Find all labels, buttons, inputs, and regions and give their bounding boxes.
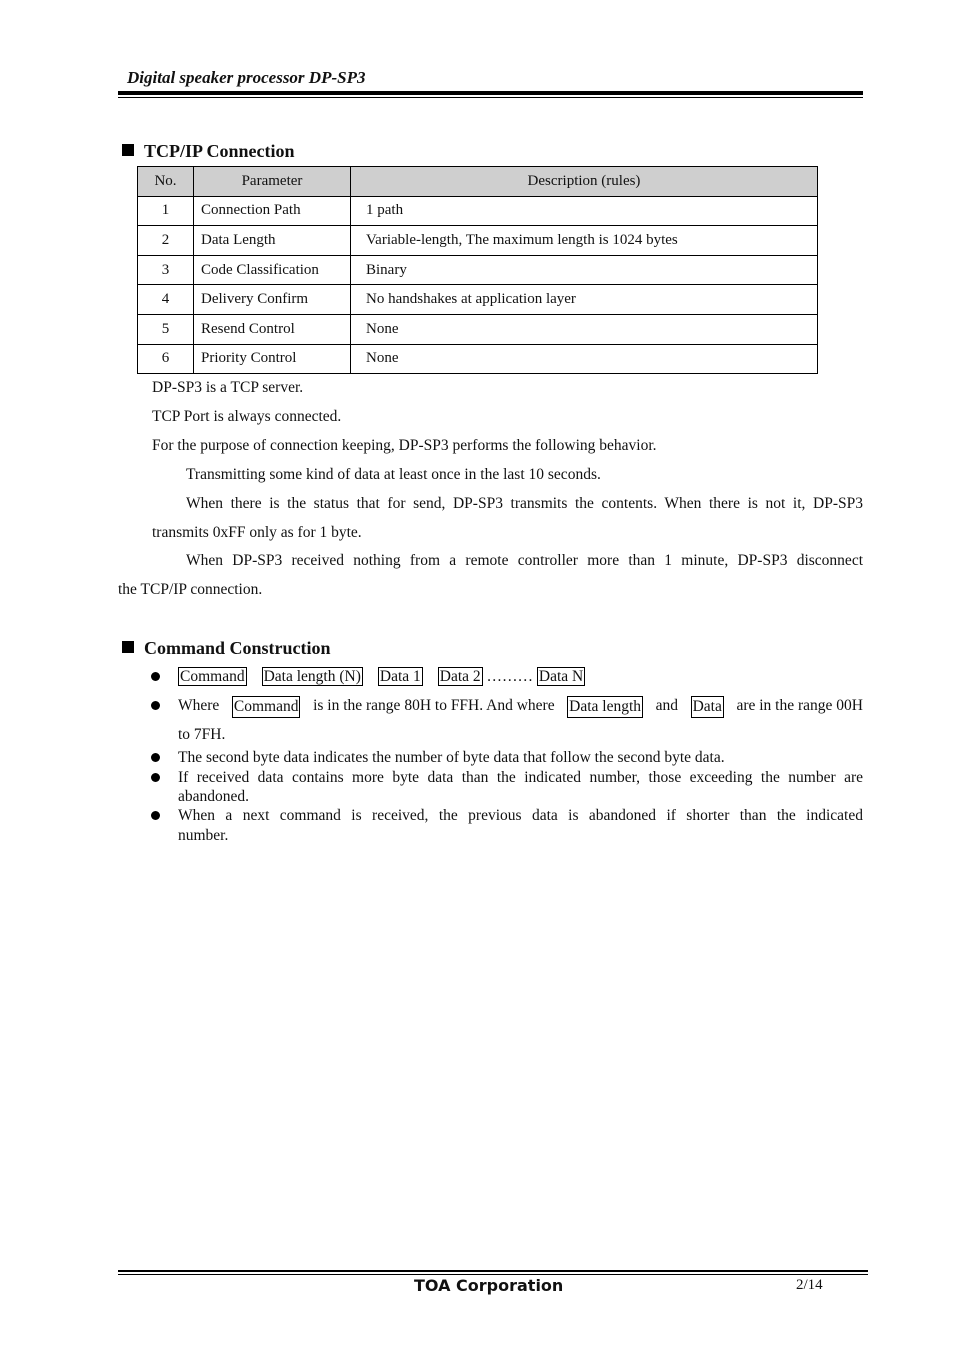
header-rule-thick bbox=[118, 91, 863, 95]
format-data2-box: Data 2 bbox=[439, 668, 481, 685]
second-byte-rule: The second byte data indicates the number of byte data that follow the second byte data. bbox=[178, 749, 725, 766]
row-description: None bbox=[351, 314, 818, 344]
tcp-section-heading bbox=[122, 141, 295, 162]
column-header-description: Description (rules) bbox=[351, 167, 818, 197]
range-data-length-box: Data length bbox=[567, 696, 643, 718]
row-number: 1 bbox=[138, 196, 194, 226]
range-command-box: Command bbox=[232, 696, 301, 718]
transmit-rule-line1: When there is the status that for send, DP-SP3 transmits the contents. When there is not it, DP-SP3 bbox=[186, 495, 863, 512]
short-data-rule-line1: When a next command is received, the previous data is abandoned if shorter than the indicated bbox=[178, 807, 863, 824]
tcp-port-note: TCP Port is always connected. bbox=[152, 408, 342, 425]
bullet-icon bbox=[151, 672, 160, 681]
table-row bbox=[138, 285, 818, 315]
short-data-rule-line2: number. bbox=[178, 827, 229, 844]
command-heading-text: Command Construction bbox=[144, 638, 331, 658]
table-header-row bbox=[138, 167, 818, 197]
format-data1-box: Data 1 bbox=[379, 668, 421, 685]
bullet-icon bbox=[151, 753, 160, 762]
disconnect-rule-line2: the TCP/IP connection. bbox=[118, 581, 263, 598]
row-description: No handshakes at application layer bbox=[351, 285, 818, 315]
table-row bbox=[138, 226, 818, 256]
command-section-heading bbox=[122, 638, 331, 659]
column-header-no: No. bbox=[138, 167, 194, 197]
row-number: 5 bbox=[138, 314, 194, 344]
excess-data-rule-line2: abandoned. bbox=[178, 788, 250, 805]
row-number: 4 bbox=[138, 285, 194, 315]
format-command-box: Command bbox=[180, 668, 245, 685]
connection-keeping-note: For the purpose of connection keeping, DP-SP3 performs the following behavior. bbox=[152, 437, 657, 454]
format-data-length-box: Data length (N) bbox=[263, 668, 361, 685]
bullet-icon bbox=[151, 811, 160, 820]
footer-rule-thick bbox=[118, 1270, 868, 1272]
row-parameter: Code Classification bbox=[194, 255, 351, 285]
range-rule-line1 bbox=[178, 696, 863, 718]
square-bullet-icon bbox=[122, 641, 134, 653]
transmit-rule-line2: transmits 0xFF only as for 1 byte. bbox=[152, 524, 362, 541]
footer-corporation: TOA Corporation bbox=[414, 1276, 564, 1295]
row-number: 2 bbox=[138, 226, 194, 256]
row-description: 1 path bbox=[351, 196, 818, 226]
format-dataN-box: Data N bbox=[538, 668, 584, 685]
square-bullet-icon bbox=[122, 144, 134, 156]
row-description: Binary bbox=[351, 255, 818, 285]
table-row bbox=[138, 314, 818, 344]
command-format-line bbox=[178, 667, 585, 687]
tcp-server-note: DP-SP3 is a TCP server. bbox=[152, 379, 304, 396]
range-end: are in the range 00H bbox=[736, 697, 863, 714]
disconnect-rule-line1: When DP-SP3 received nothing from a remote controller more than 1 minute, DP-SP3 disconnect bbox=[186, 552, 863, 569]
row-number: 3 bbox=[138, 255, 194, 285]
header-rule-thin bbox=[118, 97, 863, 98]
tcp-heading-text: TCP/IP Connection bbox=[144, 141, 295, 161]
bullet-icon bbox=[151, 701, 160, 710]
range-where: Where bbox=[178, 697, 220, 714]
table-row bbox=[138, 196, 818, 226]
row-parameter: Connection Path bbox=[194, 196, 351, 226]
format-ellipsis: ……… bbox=[486, 668, 534, 685]
column-header-parameter: Parameter bbox=[194, 167, 351, 197]
row-parameter: Resend Control bbox=[194, 314, 351, 344]
range-rule-line2: to 7FH. bbox=[178, 726, 226, 743]
row-parameter: Delivery Confirm bbox=[194, 285, 351, 315]
excess-data-rule-line1: If received data contains more byte data than the indicated number, those exceeding the number are bbox=[178, 769, 863, 786]
range-mid: is in the range 80H to FFH. And where bbox=[313, 697, 555, 714]
footer-rule-thin bbox=[118, 1274, 868, 1275]
row-parameter: Data Length bbox=[194, 226, 351, 256]
table-row bbox=[138, 344, 818, 374]
bullet-icon bbox=[151, 773, 160, 782]
row-description: None bbox=[351, 344, 818, 374]
table-row bbox=[138, 255, 818, 285]
row-number: 6 bbox=[138, 344, 194, 374]
row-parameter: Priority Control bbox=[194, 344, 351, 374]
range-and: and bbox=[655, 697, 679, 714]
tcp-parameters-table bbox=[137, 166, 818, 374]
keepalive-rule: Transmitting some kind of data at least once in the last 10 seconds. bbox=[186, 466, 601, 483]
page-number: 2/14 bbox=[796, 1277, 823, 1293]
row-description: Variable-length, The maximum length is 1024 bytes bbox=[351, 226, 818, 256]
document-title: Digital speaker processor DP-SP3 bbox=[127, 68, 366, 87]
range-data-box: Data bbox=[691, 696, 724, 718]
